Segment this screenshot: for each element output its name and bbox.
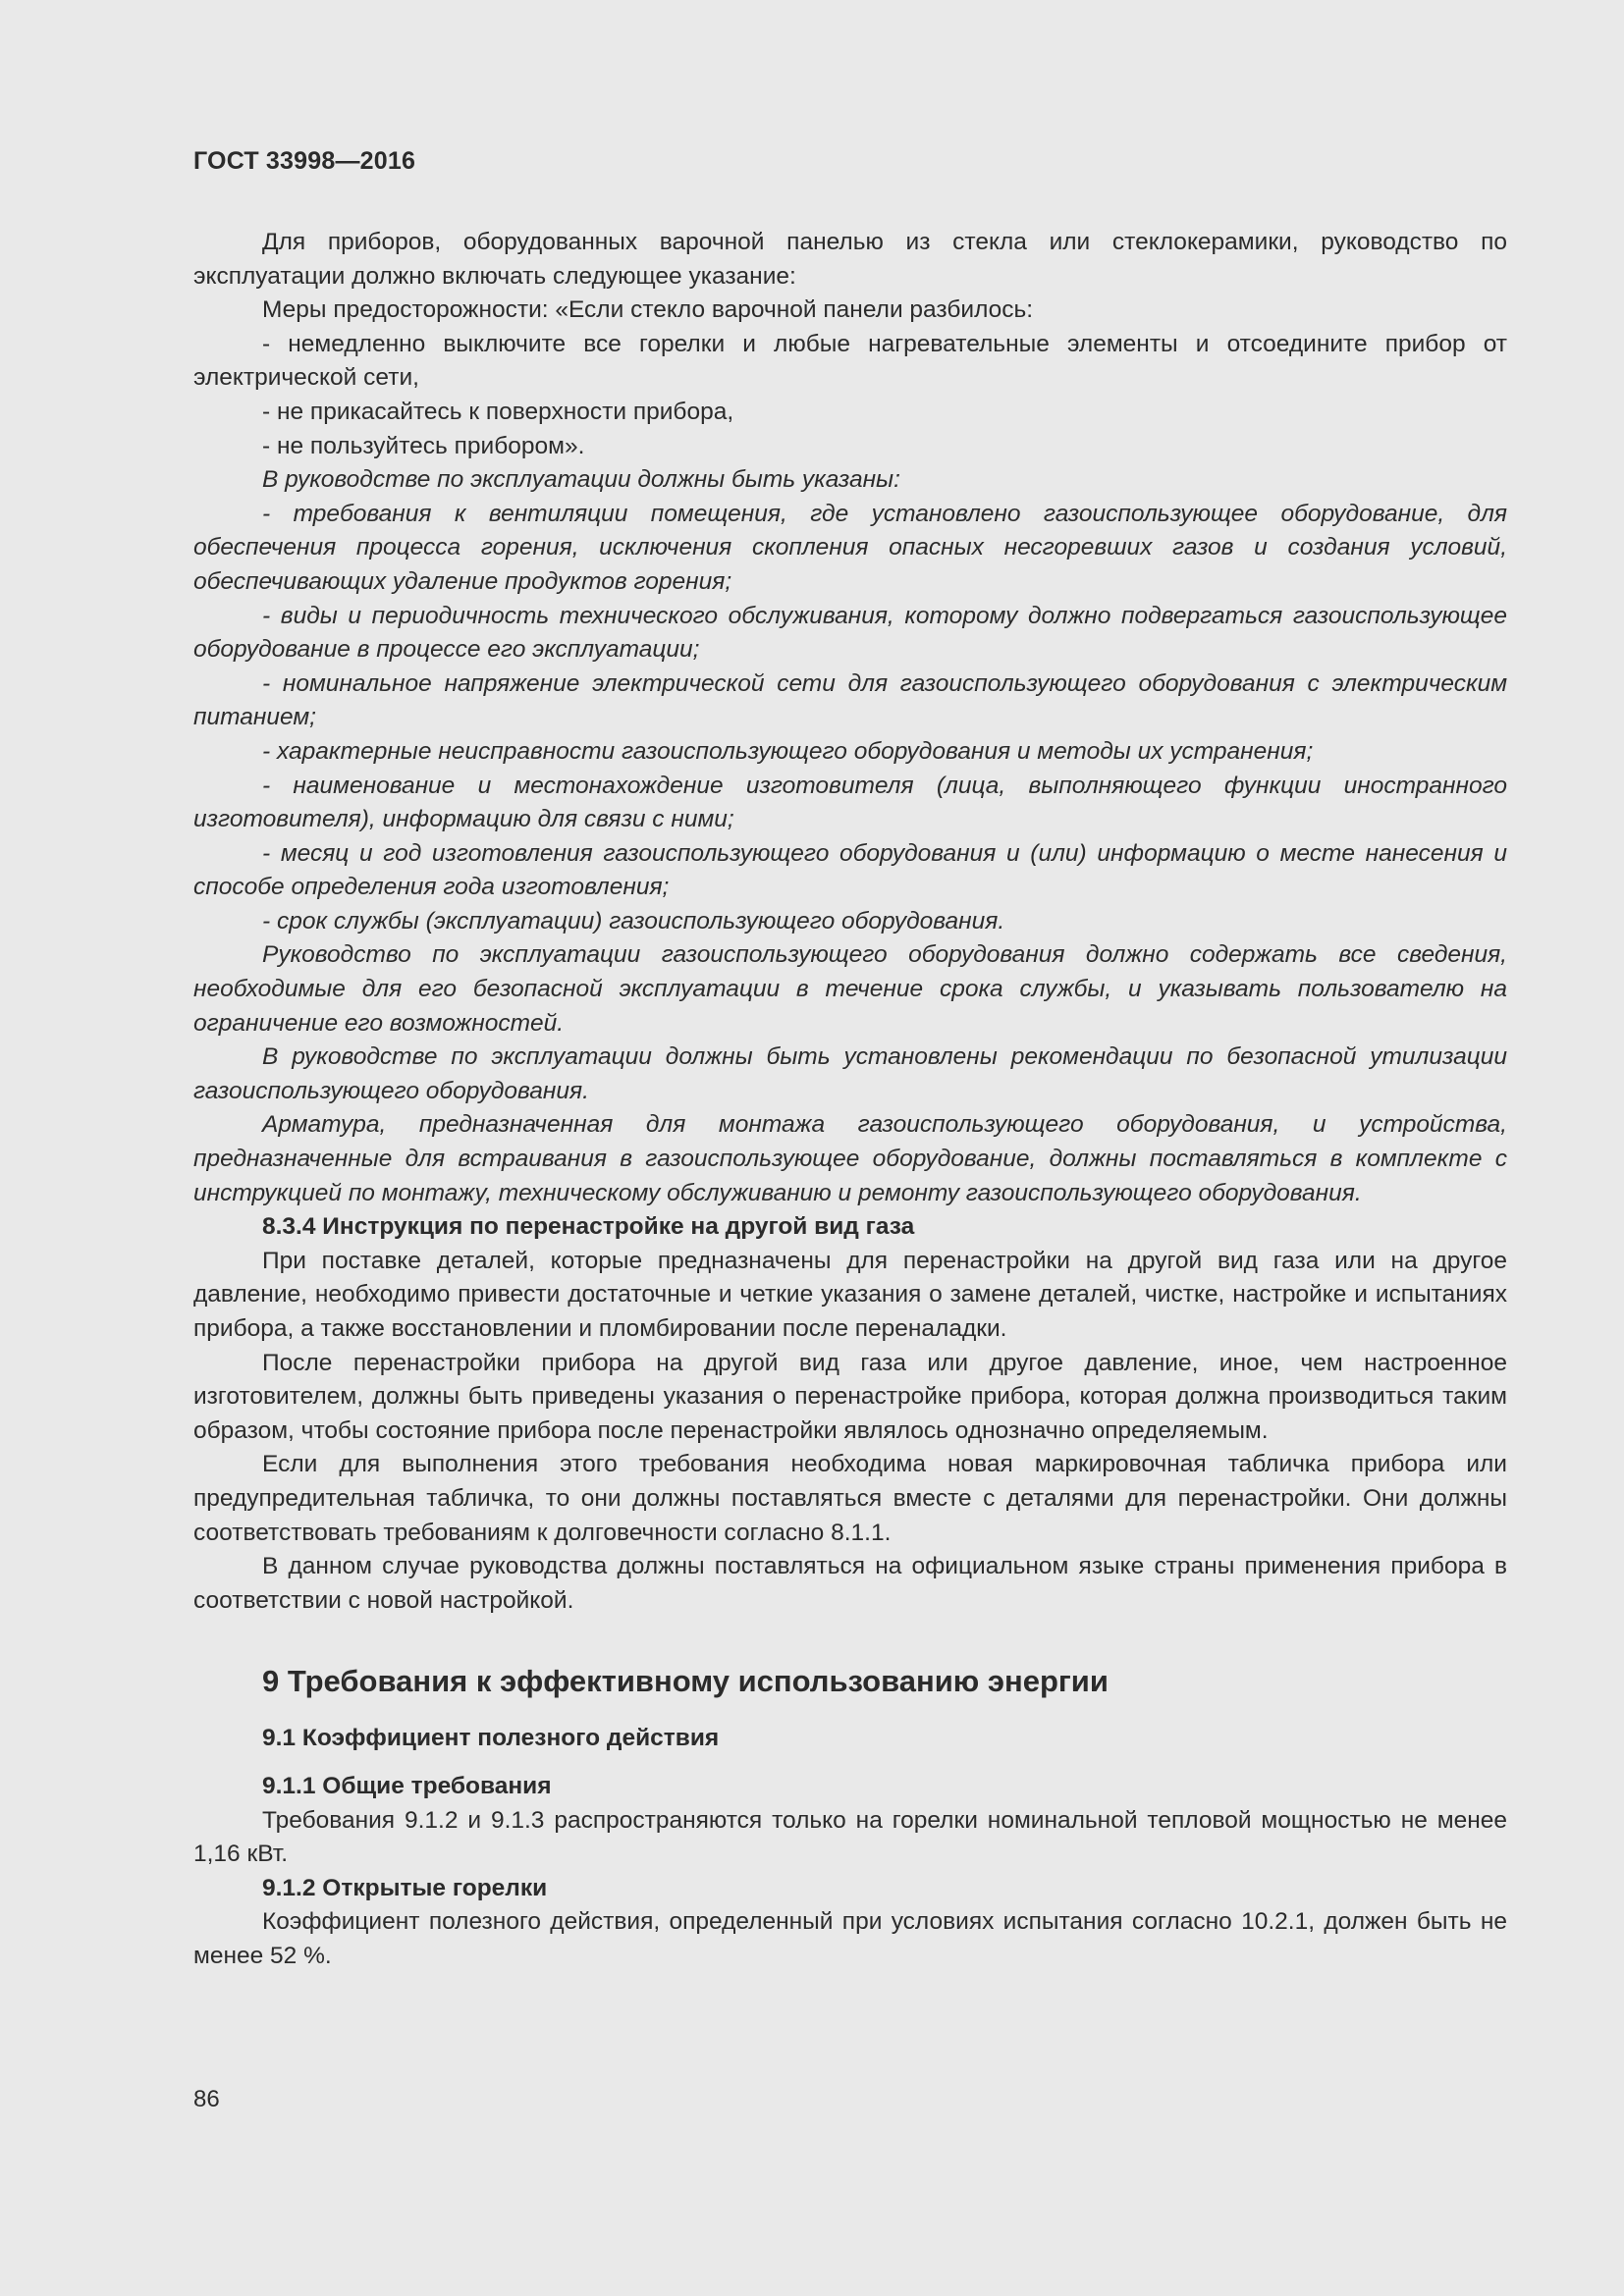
paragraph: Меры предосторожности: «Если стекло варочной панели разбилось: [262,296,1034,324]
paragraph: При поставке деталей, которые предназначены для перенастройки на другой вид газа или на другое давление, необходимо привести достаточные и четкие указания о замене деталей, чистке, настройке и испытаниях прибора, а также восстановлении и пломбировании после переналадки. [193,1247,1507,1342]
paragraph: В руководстве по эксплуатации должны быть указаны: [262,466,900,494]
list-item: - номинальное напряжение электрической сети для газоиспользующего оборудования с электрическим питанием; [193,669,1507,731]
paragraph: Если для выполнения этого требования необходима новая маркировочная табличка прибора или предупредительная табличка, то они должны поставляться вместе с деталями для перенастройки. Они должны соответствовать требованиям к долговечности согласно 8.1.1. [193,1451,1507,1546]
section-heading: 9.1.2 Открытые горелки [262,1874,548,1901]
list-item: - срок службы (эксплуатации) газоиспользующего оборудования. [262,907,1005,934]
paragraph: Для приборов, оборудованных варочной панелью из стекла или стеклокерамики, руководство по эксплуатации должно включать следующее указание: [193,229,1507,290]
paragraph: В руководстве по эксплуатации должны быть установлены рекомендации по безопасной утилизации газоиспользующего оборудования. [193,1043,1507,1104]
list-item: - виды и периодичность технического обслуживания, которому должно подвергаться газоиспользующее оборудование в процессе его эксплуатации; [193,602,1507,664]
list-item: - наименование и местонахождение изготовителя (лица, выполняющего функции иностранного изготовителя), информацию для связи с ними; [193,772,1507,833]
paragraph: Требования 9.1.2 и 9.1.3 распространяются только на горелки номинальной тепловой мощностью не менее 1,16 кВт. [193,1806,1507,1868]
paragraph: Арматура, предназначенная для монтажа газоиспользующего оборудования, и устройства, предназначенные для встраивания в газоиспользующее оборудование, должны поставляться в комплекте с инструкцией по монтажу, техническому обслуживанию и ремонту газоиспользующего оборудования. [193,1111,1507,1206]
paragraph: Коэффициент полезного действия, определенный при условиях испытания согласно 10.2.1, должен быть не менее 52 %. [193,1908,1507,1969]
section-heading: 8.3.4 Инструкция по перенастройке на другой вид газа [262,1213,915,1241]
section-heading: 9.1.1 Общие требования [262,1772,552,1799]
list-item: - немедленно выключите все горелки и любые нагревательные элементы и отсоедините прибор от электрической сети, [193,330,1507,392]
list-item: - характерные неисправности газоиспользующего оборудования и методы их устранения; [262,737,1314,765]
document-body [193,226,1507,1974]
list-item: - месяц и год изготовления газоиспользующего оборудования и (или) информацию о месте нанесения и способе определения года изготовления; [193,839,1507,901]
paragraph: После перенастройки прибора на другой вид газа или другое давление, иное, чем настроенное изготовителем, должны быть приведены указания о перенастройке прибора, которая должна производиться таким образом, чтобы состояние прибора после перенастройки являлось однозначно определяемым. [193,1349,1507,1444]
chapter-heading: 9 Требования к эффективному использованию энергии [262,1664,1109,1699]
paragraph: В данном случае руководства должны поставляться на официальном языке страны применения прибора в соответствии с новой настройкой. [193,1553,1507,1614]
list-item: - требования к вентиляции помещения, где установлено газоиспользующее оборудование, для обеспечения процесса горения, исключения скопления опасных несгоревших газов и создания условий, обеспечивающих удаление продуктов горения; [193,500,1507,595]
subsection-heading: 9.1 Коэффициент полезного действия [262,1725,720,1752]
paragraph: Руководство по эксплуатации газоиспользующего оборудования должно содержать все сведения, необходимые для его безопасной эксплуатации в течение срока службы, и указывать пользователю на ограничение его возможностей. [193,941,1507,1037]
standard-code: ГОСТ 33998—2016 [193,147,416,175]
list-item: - не пользуйтесь прибором». [262,432,585,459]
page-number: 86 [193,2086,220,2112]
list-item: - не прикасайтесь к поверхности прибора, [262,398,734,425]
